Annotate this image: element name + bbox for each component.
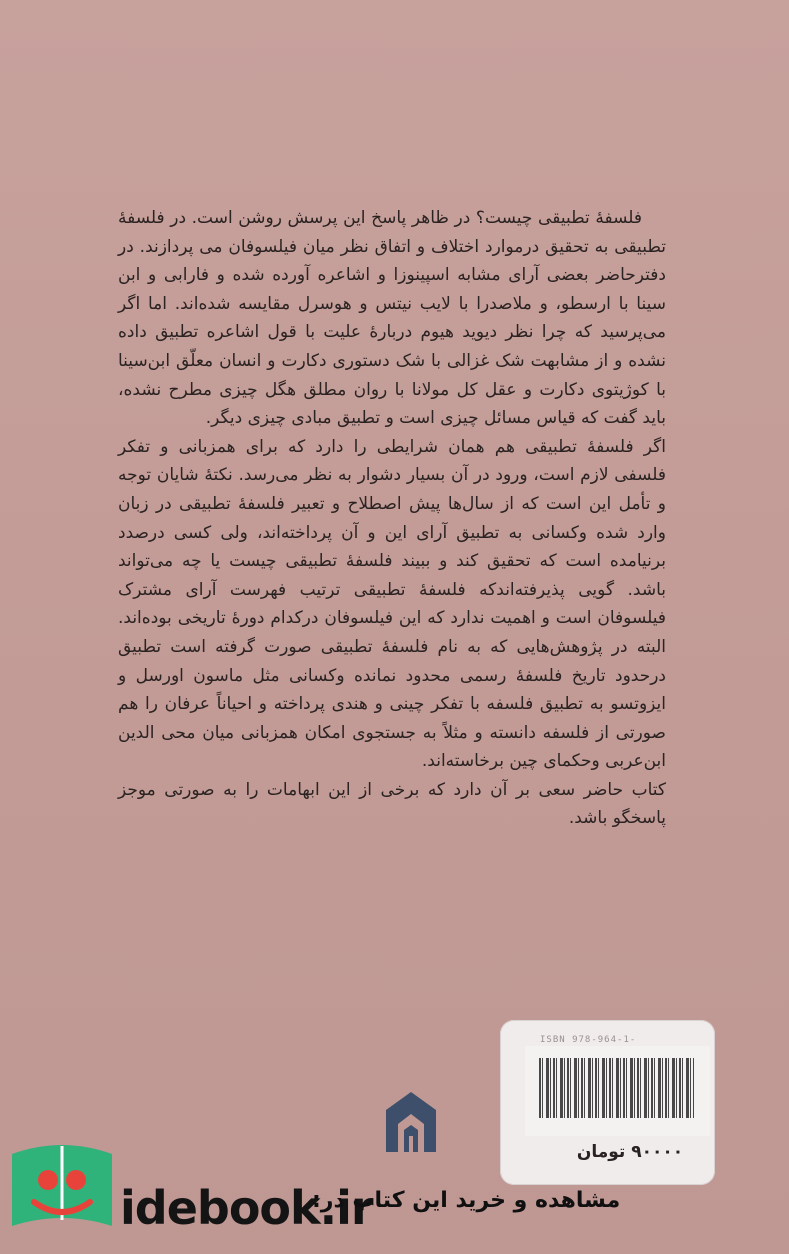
blurb-paragraph-1: فلسفهٔ تطبیقی چیست؟ در ظاهر پاسخ این پرسش روشن است. در فلسفهٔ تطبیقی به تحقیق درموارد اختلاف و اتفاق نظر میان فیلسوفان می پردازند. در دفترحاضر بعضی آرای مشابه اسپینوزا و اشاعره آورده شده و فارابی و ابن سینا با ارسطو، و ملاصدرا با لایب نیتس و هوسرل مقایسه شده‌اند. اما اگر می‌پرسید که چرا نظر دیوید هیوم دربارهٔ علیت با قول اشاعره تطبیق داده نشده و از مشابهت شک غزالی با شک دستوری دکارت و انسان معلّق ابن‌سینا با کوژیتوی دکارت و عقل کل مولانا با روان مطلق هگل چیزی مطرح نشده، باید گفت که قیاس مسائل چیزی است و تطبیق مبادی چیزی دیگر. (118, 208, 666, 429)
ad-text: مشاهده و خرید این کتاب در: (312, 1188, 621, 1213)
site-brand[interactable]: idebook.ir (120, 1181, 373, 1235)
blurb-paragraph-3: کتاب حاضر سعی بر آن دارد که برخی از این ابهامات را به صورتی موجز پاسخگو باشد. (118, 779, 666, 829)
price-label: ۹۰۰۰۰ تومان (576, 1142, 684, 1162)
publisher-logo-icon (384, 1090, 438, 1156)
barcode-bars (539, 1058, 694, 1118)
blurb-text (118, 204, 666, 833)
isbn-text: ISBN 978-964-1- (540, 1035, 637, 1045)
book-reader-icon (8, 1140, 116, 1244)
barcode (525, 1046, 710, 1136)
blurb-paragraph-2: اگر فلسفهٔ تطبیقی هم همان شرایطی را دارد که برای همزبانی و تفکر فلسفی لازم است، ورود در آن بسیار دشوار به نظر می‌رسد. نکتهٔ شایان توجه و تأمل این است که از سال‌ها پیش اصطلاح و تعبیر فلسفهٔ تطبیقی در زبان وارد شده وکسانی به تطبیق آرای این و آن پرداخته‌اند، ولی کسی درصدد برنیامده است که تحقیق کند و ببیند فلسفهٔ تطبیقی چیست یا چه می‌تواند باشد. گویی پذیرفته‌اندکه فلسفهٔ تطبیقی ترتیب فهرست آرای مشترک فیلسوفان است و اهمیت ندارد که این فیلسوفان درکدام دورهٔ تاریخی بوده‌اند. البته در پژوهش‌هایی که به نام فلسفهٔ تطبیقی صورت گرفته است تطبیق درحدود تاریخ فلسفهٔ رسمی محدود نمانده وکسانی مثل ماسون اورسل و ایزوتسو به تطبیق فلسفه با تفکر چینی و هندی پرداخته و احیاناً عرفان را هم صورتی از فلسفه دانسته و مثلاً به جستجوی امکان همزبانی میان محی الدین ابن‌عربی وحکمای چین برخاسته‌اند. (118, 436, 666, 772)
